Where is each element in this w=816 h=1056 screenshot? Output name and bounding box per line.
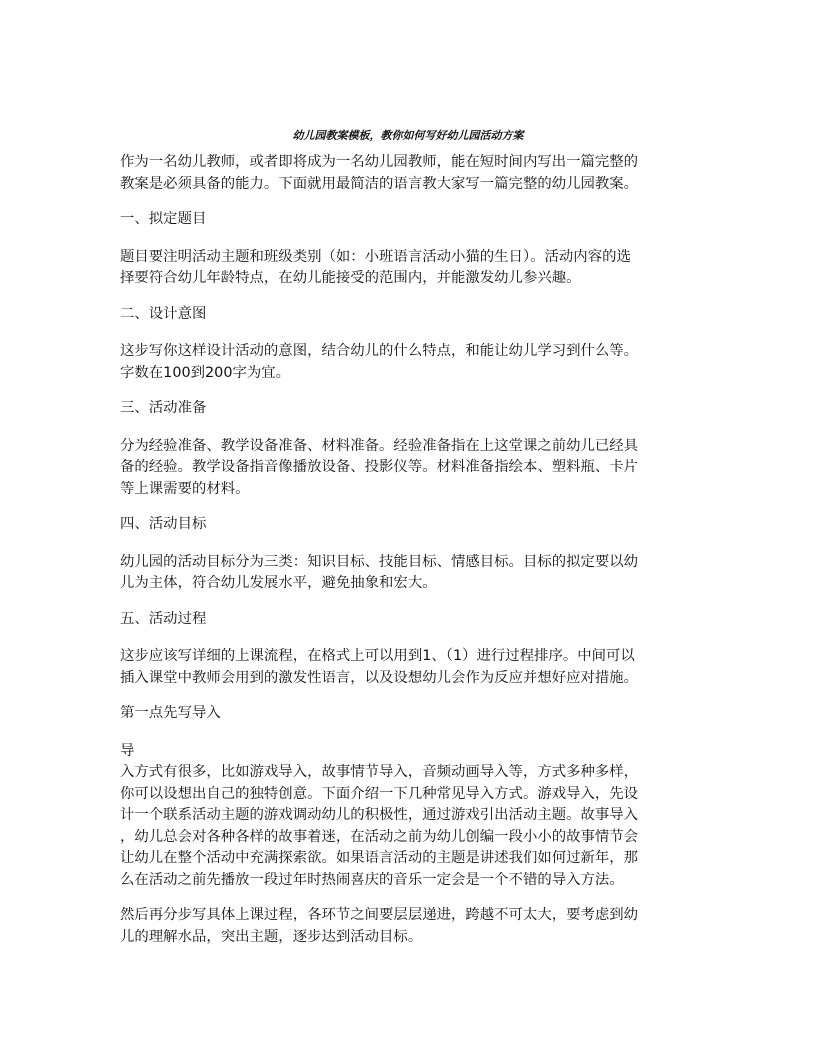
section-heading	[120, 304, 702, 326]
paragraph	[120, 152, 702, 195]
text-line: 入方式有很多，比如游戏导入，故事情节导入，音频动画导入等，方式多种多样，	[120, 764, 639, 780]
text-line: 第一点先写导入	[120, 705, 221, 721]
text-line: 么在活动之前先播放一段过年时热闹喜庆的音乐一定会是一个不错的导入方法。	[120, 871, 624, 888]
section-heading	[120, 514, 702, 536]
text-line: 作为一名幼儿教师，或者即将成为一名幼儿园教师，能在短时间内写出一篇完整的	[120, 154, 639, 170]
text-line: 幼儿园的活动目标分为三类：知识目标、技能目标、情感目标。目标的拟定要以幼	[120, 553, 639, 570]
text-line: 字数在100到200字为宜。	[120, 364, 291, 381]
text-line: 五、活动过程	[120, 610, 207, 627]
paragraph	[120, 247, 702, 290]
text-line: 题目要注明活动主题和班级类别（如：小班语言活动小猫的生日）。活动内容的选	[120, 248, 631, 265]
text-line: 这步应该写详细的上课流程，在格式上可以用到1、（1）进行过程排序。中间可以	[120, 648, 635, 664]
text-line: 二、设计意图	[120, 305, 207, 322]
text-line: 择要符合幼儿年龄特点，在幼儿能接受的范围内，并能激发幼儿参兴趣。	[120, 270, 581, 286]
text-line: 你可以设想出自己的独特创意。下面介绍一下几种常见导入方式。游戏导入，先设	[120, 785, 639, 802]
text-line: 这步写你这样设计活动的意图，结合幼儿的什么特点，和能让幼儿学习到什么等。	[120, 343, 639, 359]
paragraph	[120, 741, 702, 892]
text-line: 等上课需要的材料。	[120, 480, 250, 497]
paragraph	[120, 646, 702, 689]
document-title: 幼儿园教案模板，教你如何写好幼儿园活动方案	[292, 129, 524, 142]
text-line: 儿为主体，符合幼儿发展水平，避免抽象和宏大。	[120, 575, 437, 591]
section-heading	[120, 209, 702, 231]
text-line: ，幼儿总会对各种各样的故事着迷，在活动之前为幼儿创编一段小小的故事情节会	[120, 828, 639, 845]
text-line: 插入课堂中教师会用到的激发性语言，以及设想幼儿会作为反应并想好应对措施。	[120, 669, 639, 686]
text-line: 一、拟定题目	[120, 211, 207, 227]
paragraph	[120, 436, 702, 501]
text-line: 分为经验准备、教学设备准备、材料准备。经验准备指在上这堂课之前幼儿已经具	[120, 437, 639, 454]
text-line: 四、活动目标	[120, 516, 207, 532]
section-heading	[120, 398, 702, 420]
text-line: 导	[120, 742, 135, 759]
text-line: 然后再分步写具体上课过程，各环节之间要层层递进，跨越不可太大，要考虑到幼	[120, 907, 639, 923]
text-line: 备的经验。教学设备指音像播放设备、投影仪等。材料准备指绘本、塑料瓶、卡片	[120, 459, 639, 475]
paragraph	[120, 552, 702, 595]
text-line: 儿的理解水品，突出主题，逐步达到活动目标。	[120, 928, 423, 945]
text-line: 三、活动准备	[120, 400, 207, 416]
document-body	[120, 152, 702, 962]
section-heading	[120, 703, 702, 725]
text-line: 教案是必须具备的能力。下面就用最简洁的语言教大家写一篇完整的幼儿园教案。	[120, 175, 639, 192]
paragraph	[120, 341, 702, 384]
section-heading	[120, 609, 702, 631]
text-line: 计一个联系活动主题的游戏调动幼儿的积极性，通过游戏引出活动主题。故事导入	[120, 807, 639, 823]
text-line: 让幼儿在整个活动中充满探索欲。如果语言活动的主题是讲述我们如何过新年，那	[120, 850, 639, 866]
paragraph	[120, 905, 702, 948]
